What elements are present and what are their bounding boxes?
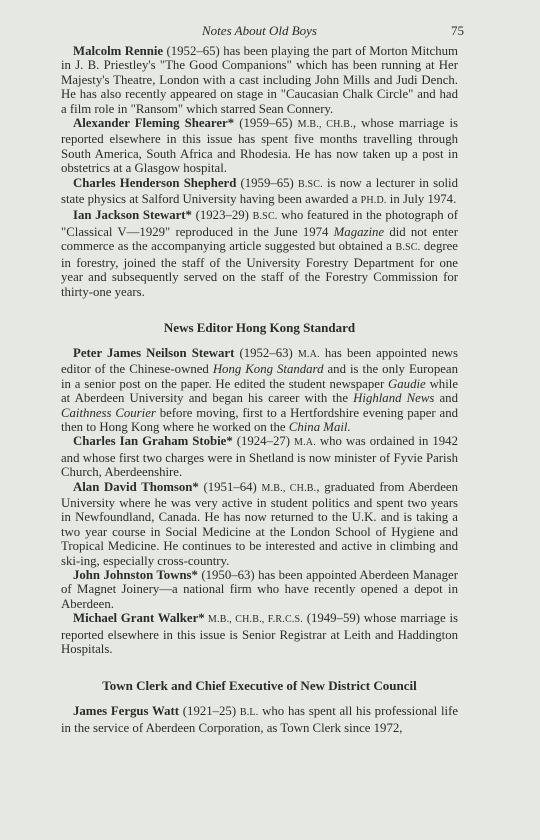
entry-years: (1959–65) [236, 175, 298, 190]
entry-degrees: M.B., CH.B. [297, 119, 353, 131]
entry-alexander-fleming-shearer [61, 116, 458, 176]
entry-italic: Hong Kong Standard [212, 362, 324, 377]
entry-name: Peter James Neilson Stewart [73, 345, 235, 360]
entry-degrees: B.L. [239, 707, 259, 719]
entry-degrees: B.SC. [395, 242, 421, 254]
entry-alan-david-thomson [61, 480, 458, 568]
entry-name: Ian Jackson Stewart* [73, 208, 192, 223]
entry-name: Michael Grant Walker* [73, 611, 205, 626]
entry-peter-james-neilson-stewart [61, 346, 458, 434]
entry-years: (1959–65) [234, 116, 298, 131]
entry-text: who has spent all his professional life in the service of Aberdeen Corporation, as Town Clerk since 1972, [61, 704, 459, 735]
entry-years: (1951–64) [198, 479, 262, 494]
entry-charles-ian-graham-stobie [61, 434, 458, 479]
entry-italic: Highland News [353, 391, 435, 406]
entry-text: who was ordained in 1942 and whose first two charges were in Shetland is now minister of Fyvie Parish Church, Aberdeenshire. [61, 434, 458, 480]
entry-years: (1921–25) [179, 704, 240, 719]
page-number: 75 [451, 23, 464, 38]
entry-years: (1950–63) [197, 568, 255, 582]
entry-years: (1952–65) [163, 44, 220, 58]
entry-name: James Fergus Watt [73, 704, 180, 719]
entry-years: (1924–27) [232, 434, 294, 449]
entries-intro [61, 44, 458, 299]
section-town-clerk [61, 678, 458, 735]
section-heading: Town Clerk and Chief Executive of New District Council [102, 678, 417, 694]
entry-text: , whose marriage is reported elsewhere in this issue has spent five months travelling through South America, South Africa and Rhodesia. He has now taken up a post in obstetrics at a Glasgow hospital. [61, 116, 458, 176]
entry-italic: Magazine [333, 224, 385, 239]
running-title: Notes About Old Boys [202, 23, 317, 38]
entry-italic: Caithness Courier [61, 405, 156, 420]
entry-degrees: M.A. [294, 437, 316, 449]
entry-text: , graduated from Aberdeen University where he was very active in student politics and spent two years in Newfoundland, Canada. He has now returned to the U.K. and is taking a two year course in Social Medicine at the London School of Hygiene and Tropical Medicine. He continues to be interested and active in climbing and ski-ing, especially cross-country. [61, 479, 458, 568]
entry-name: Alexander Fleming Shearer* [73, 116, 235, 131]
entry-text: and is the only European in a senior post on the paper. He edited the student newspaper [61, 362, 458, 391]
entry-degrees: M.B., CH.B., F.R.C.S. [204, 614, 303, 626]
entry-name: Charles Henderson Shepherd [73, 175, 237, 190]
entry-ian-jackson-stewart [61, 208, 458, 298]
section-heading: News Editor Hong Kong Standard [163, 319, 356, 335]
entry-malcolm-rennie [61, 44, 458, 116]
entry-text: has been appointed Aberdeen Manager of Magnet Joinery—a national firm who have recently opened a depot in Aberdeen. [61, 568, 459, 611]
entry-degrees: B.SC. [252, 211, 278, 223]
entry-text: while at Aberdeen University and began his career with the [61, 376, 458, 406]
entry-text: degree in forestry, joined the staff of the University Forestry Department for one year and subsequently served on the staff of the Forestry Commission for thirty-one years. [61, 239, 458, 299]
entry-michael-grant-walker [61, 611, 458, 656]
entry-charles-henderson-shepherd [61, 176, 458, 209]
entry-years: (1952–63) [234, 345, 298, 360]
entry-name: Charles Ian Graham Stobie* [73, 434, 233, 449]
entry-name: Malcolm Rennie [73, 44, 164, 58]
entry-text: and [434, 391, 458, 406]
entry-text: has been appointed news editor of the Chinese-owned [61, 345, 458, 377]
entry-years: (1949–59) [302, 611, 361, 626]
entry-italic: Gaudie [388, 376, 426, 391]
entry-james-fergus-watt [61, 704, 458, 735]
entry-text: has been playing the part of Morton Mitchum in J. B. Priestley's "The Good Companions" which has been running at Her Majesty's Theatre, London with a cast including John Mills and Judi Dench. He has also recently appeared on stage in "Caucasian Chalk Circle" and had a film role in "Ransom" which starred Sean Connery. [61, 44, 458, 116]
entry-text: before moving, first to a Hertfordshire evening paper and then to Hong Kong where he worked on the [61, 405, 458, 434]
entry-years: (1923–29) [191, 208, 253, 223]
entry-degrees: PH.D. [360, 195, 387, 207]
entry-name: Alan David Thomson* [73, 479, 199, 494]
entry-text: is now a lecturer in solid state physics at Salford University having been awarded a [61, 175, 458, 207]
entry-degrees: B.SC. [297, 178, 323, 190]
running-head [61, 23, 464, 41]
entry-text: did not enter commerce as the accompanying article suggested but obtained a [61, 224, 458, 254]
entry-degrees: M.B., CH.B. [261, 482, 317, 494]
entry-degrees: M.A. [297, 348, 320, 360]
entry-text: in July 1974. [386, 192, 457, 207]
entry-italic: China Mail. [288, 419, 351, 434]
entry-john-johnston-towns [61, 568, 458, 611]
entry-text: who featured in the photograph of "Classical V—1929" reproduced in the June 1974 [61, 208, 458, 239]
section-hong-kong-standard [61, 320, 458, 657]
entry-name: John Johnston Towns* [73, 568, 198, 582]
entry-text: whose marriage is reported elsewhere in this issue is Senior Registrar at Leith and Haddington Hospitals. [61, 611, 458, 657]
